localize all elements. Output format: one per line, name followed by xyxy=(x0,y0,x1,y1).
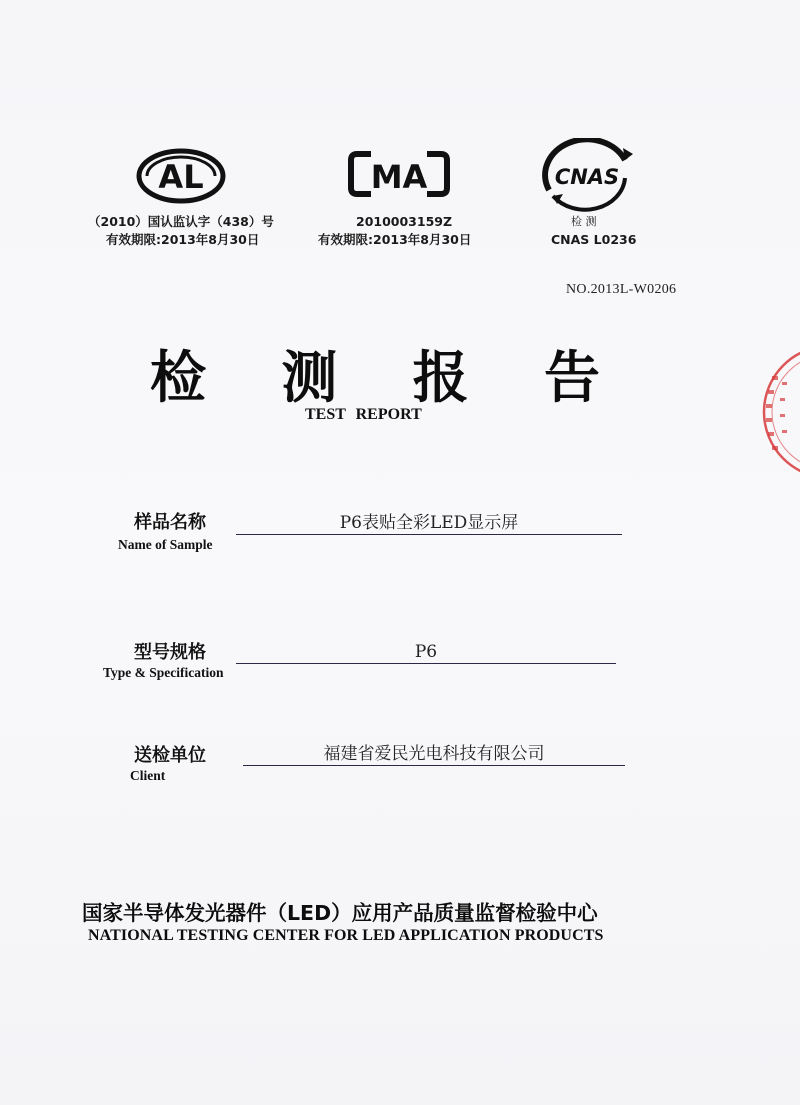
cal-validity: 有效期限:2013年8月30日 xyxy=(106,232,260,247)
title-char-3: 报 xyxy=(412,346,469,411)
cma-logo xyxy=(347,148,451,200)
title-char-4: 告 xyxy=(543,346,600,411)
sample-name-label-en: Name of Sample xyxy=(118,537,213,552)
svg-text:CNAS: CNAS xyxy=(554,165,620,189)
type-spec-label-en: Type & Specification xyxy=(103,665,224,680)
cnas-accreditation-number: CNAS L0236 xyxy=(551,232,637,247)
client-label-en: Client xyxy=(130,768,166,783)
report-title-en: TEST REPORT xyxy=(305,406,422,423)
cal-accreditation-number: （2010）国认监认字（438）号 xyxy=(88,214,274,229)
client-value: 福建省爱民光电科技有限公司 xyxy=(243,743,625,766)
official-seal-stamp xyxy=(758,342,800,486)
report-title-cn xyxy=(150,334,600,414)
sample-name-value: P6表贴全彩LED显示屏 xyxy=(236,512,622,535)
report-number: NO.2013L-W0206 xyxy=(566,282,677,297)
cnas-logo xyxy=(537,138,637,214)
svg-text:MA: MA xyxy=(370,158,428,196)
svg-text:AL: AL xyxy=(158,158,204,196)
type-spec-value: P6 xyxy=(236,641,616,664)
cma-accreditation-number: 2010003159Z xyxy=(356,214,453,229)
title-char-2: 测 xyxy=(281,346,338,411)
client-label-cn: 送检单位 xyxy=(134,745,206,766)
cma-validity: 有效期限:2013年8月30日 xyxy=(318,232,472,247)
cal-logo xyxy=(133,146,229,206)
issuer-name-en: NATIONAL TESTING CENTER FOR LED APPLICATION PRODUCTS xyxy=(88,927,604,944)
type-spec-label-cn: 型号规格 xyxy=(134,642,206,663)
title-char-1: 检 xyxy=(150,346,206,411)
sample-name-label-cn: 样品名称 xyxy=(134,512,206,533)
cnas-category: 检 测 xyxy=(571,215,597,228)
issuer-name-cn: 国家半导体发光器件（LED）应用产品质量监督检验中心 xyxy=(82,901,598,925)
